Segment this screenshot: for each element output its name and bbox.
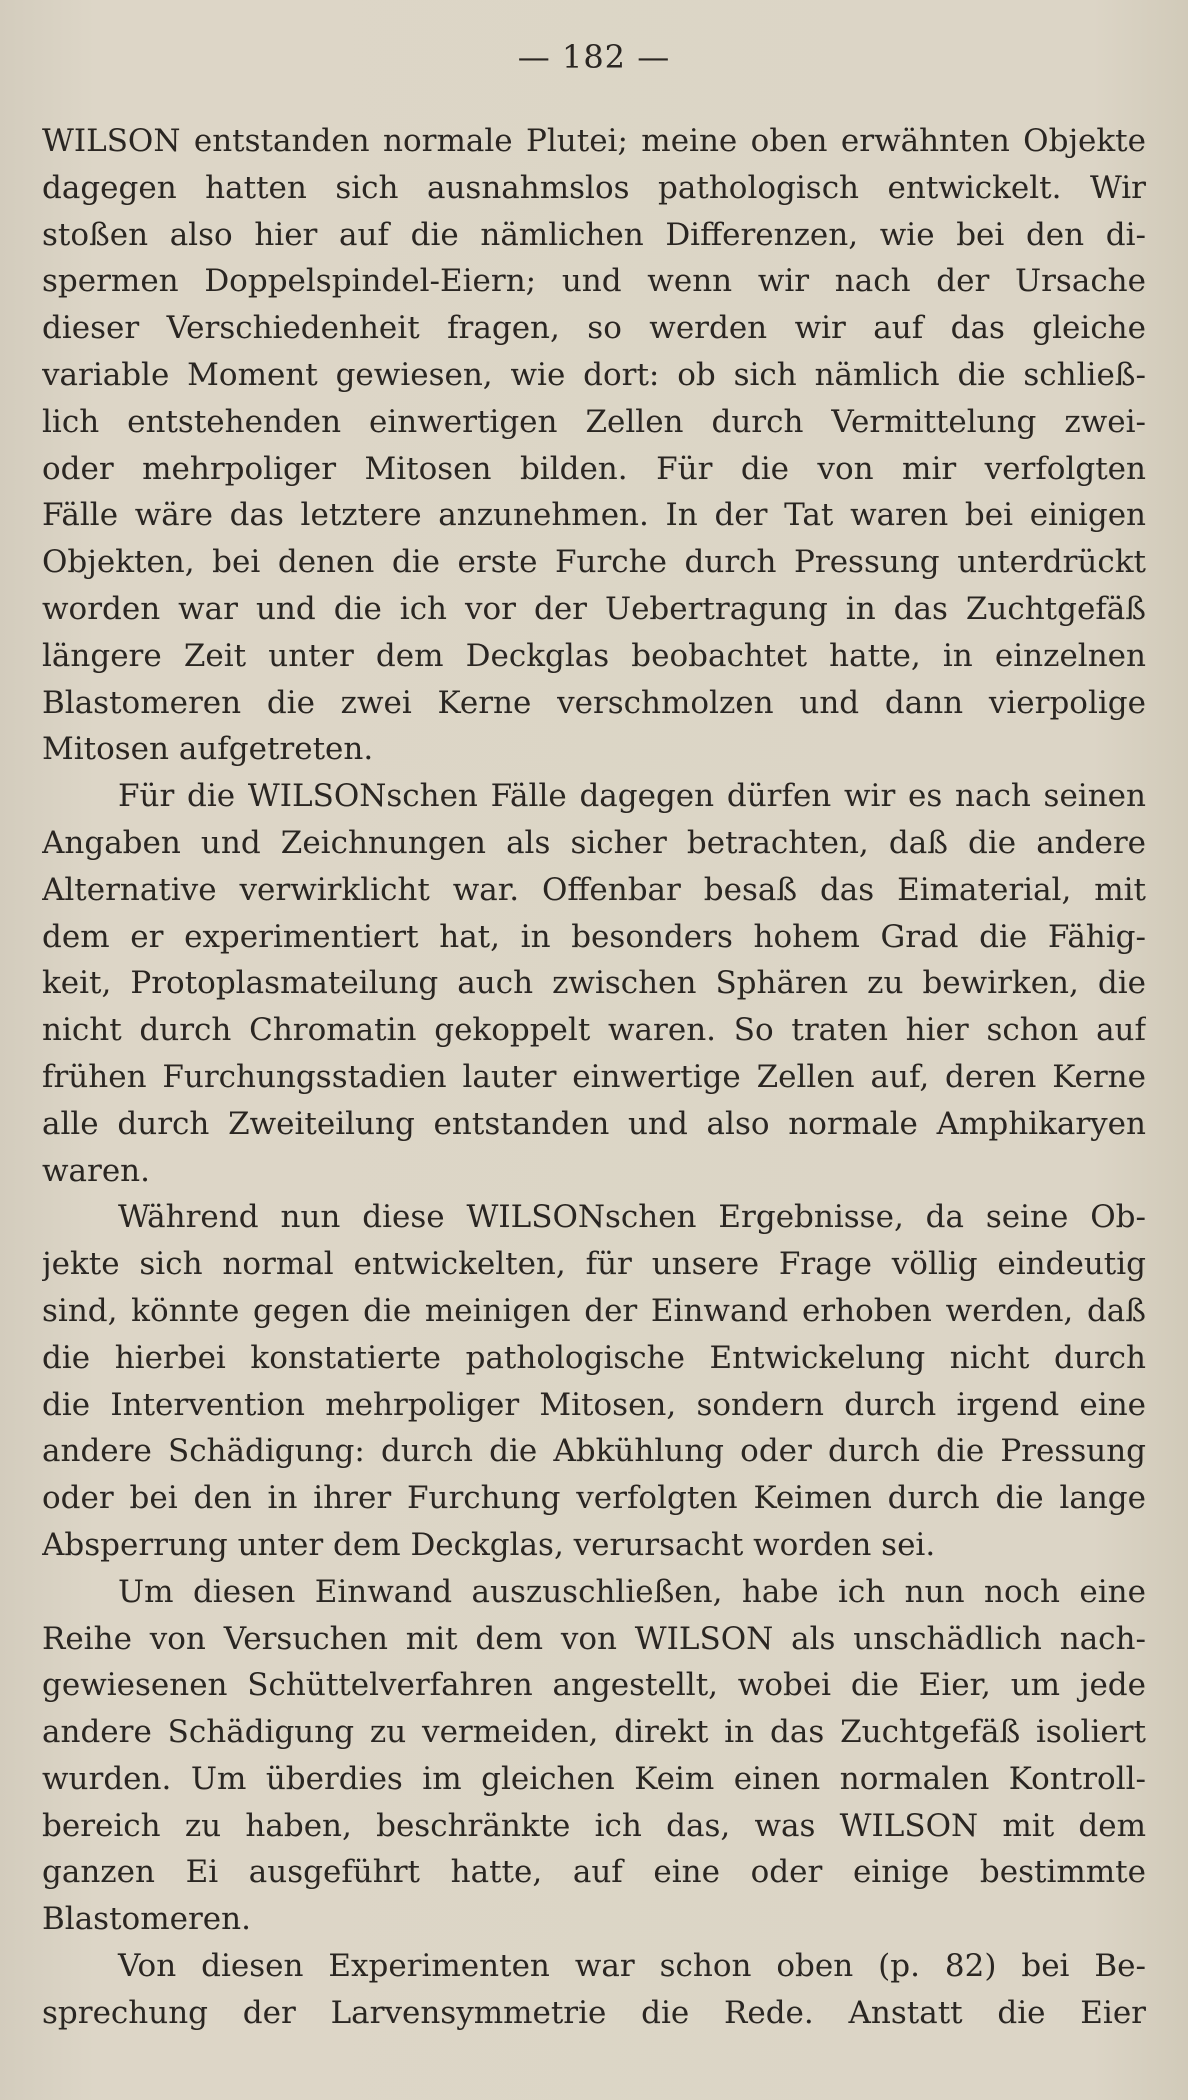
text-line: jekte sich normal entwickelten, für unsere Frage völlig eindeutig	[42, 1246, 1146, 1283]
text-line: waren.	[42, 1152, 151, 1189]
text-line: oder mehrpoliger Mitosen bilden. Für die von mir verfolgten	[42, 450, 1146, 487]
text-line: lich entstehenden einwertigen Zellen durch Vermittelung zwei-	[42, 403, 1146, 440]
paragraph	[42, 1569, 1146, 1943]
text-line: Angaben und Zeichnungen als sicher betrachten, daß die andere	[42, 824, 1146, 861]
text-line: dieser Verschiedenheit fragen, so werden wir auf das gleiche	[42, 310, 1146, 347]
text-line: Mitosen aufgetreten.	[42, 731, 374, 768]
text-line: sind, könnte gegen die meinigen der Einwand erhoben werden, daß	[42, 1292, 1146, 1329]
text-line: Um diesen Einwand auszuschließen, habe ich nun noch eine	[118, 1573, 1146, 1610]
text-line: dem er experimentiert hat, in besonders hohem Grad die Fähig-	[42, 918, 1146, 955]
text-line: frühen Furchungsstadien lauter einwertige Zellen auf, deren Kerne	[42, 1058, 1146, 1095]
text-line: stoßen also hier auf die nämlichen Differenzen, wie bei den di-	[42, 216, 1146, 253]
paragraph	[42, 1943, 1146, 2037]
text-line: Absperrung unter dem Deckglas, verursacht worden sei.	[42, 1526, 936, 1563]
paragraph	[42, 1194, 1146, 1568]
page-number: — 182 —	[517, 38, 671, 76]
text-line: Fälle wäre das letztere anzunehmen. In der Tat waren bei einigen	[42, 497, 1146, 534]
text-line: dagegen hatten sich ausnahmslos pathologisch entwickelt. Wir	[42, 169, 1146, 206]
paragraph	[42, 118, 1146, 773]
text-line: sprechung der Larvensymmetrie die Rede. Anstatt die Eier	[42, 1994, 1146, 2031]
text-line: nicht durch Chromatin gekoppelt waren. So traten hier schon auf	[42, 1012, 1146, 1049]
text-line: Reihe von Versuchen mit dem von WILSON als unschädlich nach-	[42, 1620, 1146, 1657]
text-line: Objekten, bei denen die erste Furche durch Pressung unterdrückt	[42, 544, 1146, 581]
text-line: Während nun diese WILSONschen Ergebnisse, da seine Ob-	[118, 1199, 1146, 1236]
paragraph	[42, 773, 1146, 1194]
text-line: Blastomeren.	[42, 1901, 251, 1938]
text-line: keit, Protoplasmateilung auch zwischen Sphären zu bewirken, die	[42, 965, 1146, 1002]
text-line: längere Zeit unter dem Deckglas beobachtet hatte, in einzelnen	[42, 637, 1146, 674]
body-text	[42, 118, 1146, 2037]
text-line: variable Moment gewiesen, wie dort: ob sich nämlich die schließ-	[42, 356, 1146, 393]
text-line: spermen Doppelspindel-Eiern; und wenn wir nach der Ursache	[42, 263, 1146, 300]
text-line: Von diesen Experimenten war schon oben (p. 82) bei Be-	[118, 1948, 1146, 1985]
text-line: die Intervention mehrpoliger Mitosen, sondern durch irgend eine	[42, 1386, 1146, 1423]
text-line: andere Schädigung: durch die Abkühlung oder durch die Pressung	[42, 1433, 1146, 1470]
text-line: die hierbei konstatierte pathologische Entwickelung nicht durch	[42, 1339, 1146, 1376]
text-line: bereich zu haben, beschränkte ich das, was WILSON mit dem	[42, 1807, 1146, 1844]
text-line: oder bei den in ihrer Furchung verfolgten Keimen durch die lange	[42, 1480, 1146, 1517]
text-line: andere Schädigung zu vermeiden, direkt in das Zuchtgefäß isoliert	[42, 1714, 1146, 1751]
text-line: Alternative verwirklicht war. Offenbar besaß das Eimaterial, mit	[42, 871, 1146, 908]
text-line: Für die WILSONschen Fälle dagegen dürfen wir es nach seinen	[118, 778, 1146, 815]
text-line: alle durch Zweiteilung entstanden und also normale Amphikaryen	[42, 1105, 1146, 1142]
text-line: gewiesenen Schüttelverfahren angestellt, wobei die Eier, um jede	[42, 1667, 1146, 1704]
text-line: WILSON entstanden normale Plutei; meine oben erwähnten Objekte	[42, 123, 1146, 159]
text-line: wurden. Um überdies im gleichen Keim einen normalen Kontroll-	[42, 1760, 1146, 1797]
text-line: worden war und die ich vor der Uebertragung in das Zuchtgefäß	[42, 590, 1146, 627]
text-line: ganzen Ei ausgeführt hatte, auf eine oder einige bestimmte	[42, 1854, 1146, 1891]
text-line: Blastomeren die zwei Kerne verschmolzen und dann vierpolige	[42, 684, 1146, 721]
